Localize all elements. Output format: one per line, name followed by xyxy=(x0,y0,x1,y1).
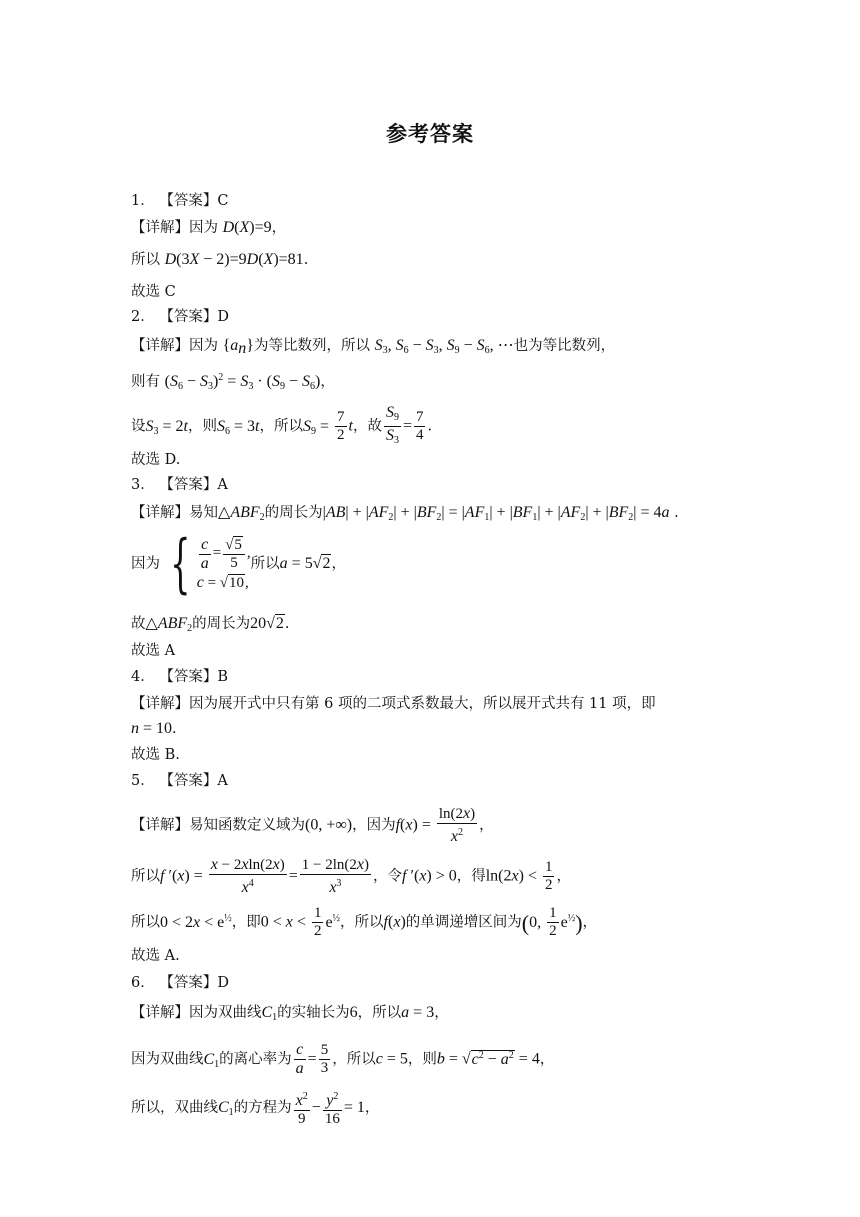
q6-eccentricity-line: 因为双曲线$C_1$的离心率为 $\frac{c}{a}$ = $\frac{5}{3}$ ，所以c = 5，则$b = √c^2 - a^2 = 4$， xyxy=(131,1041,555,1077)
q4-detail-line: 【详解】因为展开式中只有第 6 项的二项式系数最大，所以展开式共有 11 项，即 xyxy=(131,696,656,712)
q5-interval-line: 所以$0 < 2x < e^{\frac{1}{2}}$，即0 < x < $\frac{1}{2}$ $e^{\frac{1}{2}}$，所以f(x)的单调递增区间为(0, $\frac{1}{2}$ $e^{\frac{1}{2}}$)， xyxy=(131,905,598,939)
q2-calc-line: 设$S_3 = 2t$，则$S_6 = 3t$，所以$S_9$ = $\frac{7}{2}$ t，故 $\frac{S_9}{S_3}$ = $\frac{7}{4}$ . xyxy=(131,404,433,446)
q6-detail-line: 【详解】因为双曲线$C_1$的实轴长为6，所以a = 3， xyxy=(131,1004,449,1023)
q4-result-line: n = 10. xyxy=(131,720,177,737)
q2-answer-line: 2． 【答案】D xyxy=(131,309,229,325)
q1-detail-line: 【详解】因为 D(X)=9， xyxy=(131,219,287,236)
q2-choose: 故选 D. xyxy=(131,452,181,468)
q5-choose: 故选 A. xyxy=(131,948,180,964)
q1-step-line: 所以 D(3X − 2)=9D(X)=81. xyxy=(131,251,309,268)
q1-choose: 故选 C xyxy=(131,284,176,300)
q3-result-line: 故$\triangle ABF_2$的周长为20√2. xyxy=(131,615,290,634)
q1-answer-line: 1． 【答案】C xyxy=(131,193,229,209)
q5-answer-line: 5． 【答案】A xyxy=(131,773,228,789)
q2-step-line: 则有 $(S_6 - S_3)^2 = S_3 \cdot (S_9 - S_6)$， xyxy=(131,372,335,392)
q6-equation-line: 所以，双曲线$C_1$的方程为 $\frac{x^2}{9}$ − $\frac{y^2}{16}$ = 1， xyxy=(131,1088,379,1128)
page-title: 参考答案 xyxy=(386,122,474,146)
q3-detail-line: 【详解】易知$\triangle ABF_2$的周长为$|AB| + |AF_2| + |BF_2| = |AF_1| + |BF_1| + |AF_2| + |BF_2| = 4a$ . xyxy=(131,504,679,523)
q5-detail-line: 【详解】易知函数定义域为(0, +∞)，因为f(x) = $\frac{\ln(2x)}{x^2}$ ， xyxy=(131,805,494,845)
q4-answer-line: 4． 【答案】B xyxy=(131,669,228,685)
q3-choose: 故选 A xyxy=(131,643,176,659)
q3-answer-line: 3． 【答案】A xyxy=(131,477,228,493)
q5-derivative-line: 所以f ′(x) = $\frac{x - 2xln(2x)}{x^4}$ = $\frac{1 - 2\ln(2x)}{x^3}$ ，令f ′(x) > 0，得ln(2x) < $\frac{1}{2}$ ， xyxy=(131,856,571,896)
q4-choose: 故选 B. xyxy=(131,747,180,763)
q3-system-line: 因为 { $\frac{c}{a}$ = $\frac{√5}{5}$ , c = √10,所以a = 5√2， xyxy=(131,527,346,601)
q6-answer-line: 6． 【答案】D xyxy=(131,975,229,991)
q2-detail-line: 【详解】因为 $\{a_n\}$为等比数列，所以 $S_3$, $S_6 - S_3$, $S_9 - S_6$, ⋯也为等比数列， xyxy=(131,337,616,357)
